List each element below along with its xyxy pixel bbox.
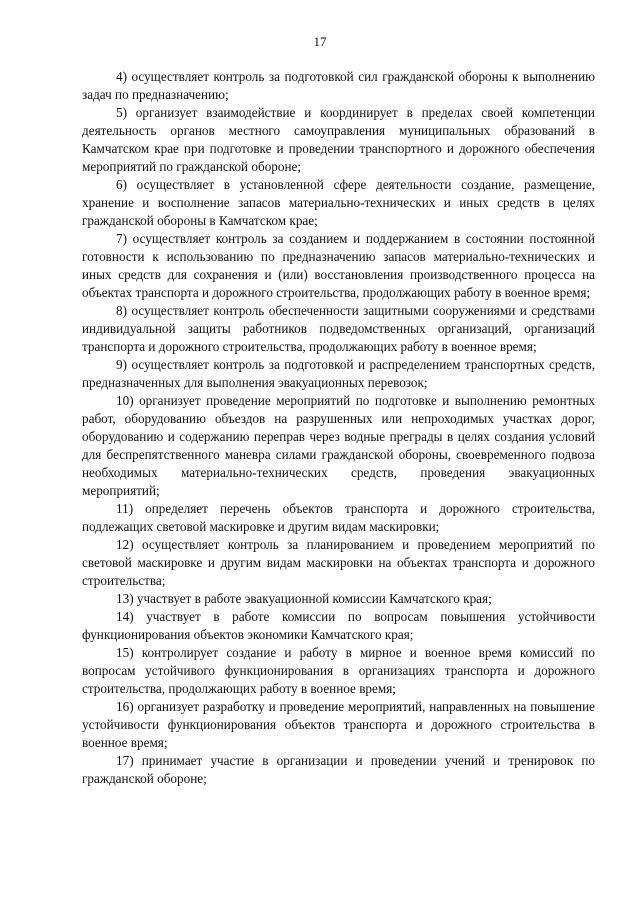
paragraph-item-17: 17) принимает участие в организации и проведении учений и тренировок по гражданской обороне; bbox=[82, 753, 595, 786]
paragraph-item-6: 6) осуществляет в установленной сфере деятельности создание, размещение, хранение и восполнение запасов материально-технических и иных средств в целях гражданской обороны в Камчатском крае; bbox=[82, 177, 595, 228]
paragraph-item-13: 13) участвует в работе эвакуационной комиссии Камчатского края; bbox=[116, 591, 492, 606]
paragraph-item-14: 14) участвует в работе комиссии по вопросам повышения устойчивости функционирования объектов экономики Камчатского края; bbox=[82, 609, 595, 642]
paragraph-item-11: 11) определяет перечень объектов транспорта и дорожного строительства, подлежащих световой маскировке и другим видам маскировки; bbox=[82, 501, 595, 534]
paragraph-item-8: 8) осуществляет контроль обеспеченности защитными сооружениями и средствами индивидуальной защиты работников подведомственных организаций, организаций транспорта и дорожного строительства, продолжающих работу в военное время; bbox=[82, 303, 595, 354]
paragraph-item-4: 4) осуществляет контроль за подготовкой сил гражданской обороны к выполнению задач по предназначению; bbox=[82, 69, 595, 102]
paragraph-item-9: 9) осуществляет контроль за подготовкой и распределением транспортных средств, предназначенных для выполнения эвакуационных перевозок; bbox=[82, 357, 595, 390]
paragraph-item-7: 7) осуществляет контроль за созданием и поддержанием в состоянии постоянной готовности к использованию по предназначению запасов материально-технических и иных средств для сохранения и (или) восстановления производственного процесса на объектах транспорта и дорожного строительства, продолжающих работу в военное время; bbox=[82, 231, 595, 300]
page-number: 17 bbox=[313, 34, 327, 49]
paragraph-item-16: 16) организует разработку и проведение мероприятий, направленных на повышение устойчивости функционирования объектов транспорта и дорожного строительства в военное время; bbox=[82, 699, 595, 750]
paragraph-item-10: 10) организует проведение мероприятий по подготовке и выполнению ремонтных работ, оборудованию объездов на разрушенных или непроходимых участках дорог, оборудованию и содержанию переправ через водные преграды в целях создания условий для беспрепятственного маневра силами гражданской обороны, своевременного подвоза необходимых материально-технических средств, проведения эвакуационных мероприятий; bbox=[82, 393, 595, 498]
paragraph-item-12: 12) осуществляет контроль за планированием и проведением мероприятий по световой маскировке и другим видам маскировки на объектах транспорта и дорожного строительства; bbox=[82, 537, 595, 588]
document-body bbox=[82, 68, 595, 788]
paragraph-item-15: 15) контролирует создание и работу в мирное и военное время комиссий по вопросам устойчивого функционирования в организациях транспорта и дорожного строительства, продолжающих работу в военное время; bbox=[82, 645, 595, 696]
paragraph-item-5: 5) организует взаимодействие и координирует в пределах своей компетенции деятельность органов местного самоуправления муниципальных образований в Камчатском крае при подготовке и проведении транспортного и дорожного обеспечения мероприятий по гражданской обороне; bbox=[82, 105, 595, 174]
